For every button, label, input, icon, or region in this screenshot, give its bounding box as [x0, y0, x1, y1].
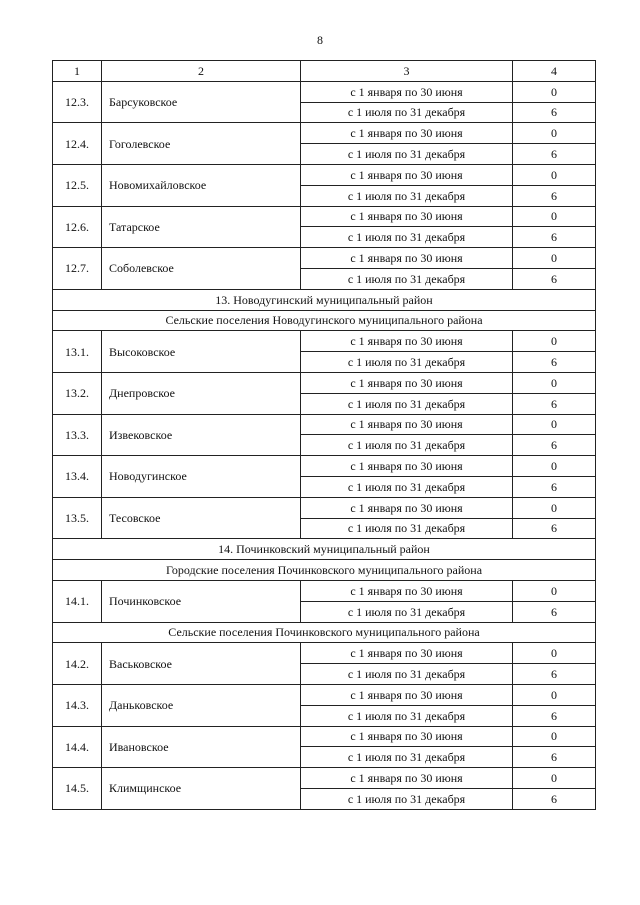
value-cell: 6: [513, 102, 596, 123]
period-cell: с 1 января по 30 июня: [301, 580, 513, 601]
table-row: [53, 726, 596, 747]
table-row: [53, 643, 596, 664]
period-cell: с 1 января по 30 июня: [301, 206, 513, 227]
settlement-number: 12.7.: [53, 248, 102, 290]
period-cell: с 1 января по 30 июня: [301, 643, 513, 664]
period-cell: с 1 июля по 31 декабря: [301, 352, 513, 373]
value-cell: 6: [513, 788, 596, 809]
period-cell: с 1 июля по 31 декабря: [301, 144, 513, 165]
period-cell: с 1 января по 30 июня: [301, 164, 513, 185]
section-title: Сельские поселения Новодугинского муниципального района: [53, 310, 596, 331]
table-body: [53, 61, 596, 810]
tariff-table: [52, 60, 596, 810]
settlement-name: Ивановское: [102, 726, 301, 768]
value-cell: 6: [513, 664, 596, 685]
table-row: [53, 580, 596, 601]
settlement-name: Тесовское: [102, 497, 301, 539]
settlement-name: Новодугинское: [102, 456, 301, 498]
value-cell: 6: [513, 352, 596, 373]
value-cell: 0: [513, 643, 596, 664]
settlement-name: Высоковское: [102, 331, 301, 373]
period-cell: с 1 января по 30 июня: [301, 331, 513, 352]
settlement-number: 12.3.: [53, 81, 102, 123]
settlement-name: Починковское: [102, 580, 301, 622]
settlement-name: Гоголевское: [102, 123, 301, 165]
period-cell: с 1 июля по 31 декабря: [301, 227, 513, 248]
value-cell: 6: [513, 476, 596, 497]
section-title: 13. Новодугинский муниципальный район: [53, 289, 596, 310]
period-cell: с 1 января по 30 июня: [301, 768, 513, 789]
period-cell: с 1 июля по 31 декабря: [301, 747, 513, 768]
value-cell: 6: [513, 185, 596, 206]
section-row: [53, 289, 596, 310]
period-cell: с 1 января по 30 июня: [301, 372, 513, 393]
value-cell: 6: [513, 268, 596, 289]
settlement-number: 13.3.: [53, 414, 102, 456]
section-title: 14. Починковский муниципальный район: [53, 539, 596, 560]
page-number: 8: [317, 33, 323, 47]
value-cell: 0: [513, 331, 596, 352]
period-cell: с 1 июля по 31 декабря: [301, 268, 513, 289]
section-title: Сельские поселения Починковского муниципального района: [53, 622, 596, 643]
value-cell: 6: [513, 227, 596, 248]
table-row: [53, 497, 596, 518]
settlement-number: 12.6.: [53, 206, 102, 248]
settlement-number: 14.5.: [53, 768, 102, 810]
value-cell: 6: [513, 747, 596, 768]
period-cell: с 1 июля по 31 декабря: [301, 102, 513, 123]
period-cell: с 1 июля по 31 декабря: [301, 476, 513, 497]
table-row: [53, 684, 596, 705]
value-cell: 0: [513, 580, 596, 601]
value-cell: 6: [513, 705, 596, 726]
period-cell: с 1 июля по 31 декабря: [301, 435, 513, 456]
period-cell: с 1 июля по 31 декабря: [301, 393, 513, 414]
period-cell: с 1 июля по 31 декабря: [301, 185, 513, 206]
table-row: [53, 456, 596, 477]
header-cell-3: 3: [301, 61, 513, 82]
section-row: [53, 539, 596, 560]
table-row: [53, 414, 596, 435]
header-cell-1: 1: [53, 61, 102, 82]
value-cell: 0: [513, 684, 596, 705]
table-row: [53, 248, 596, 269]
section-title: Городские поселения Починковского муниципального района: [53, 560, 596, 581]
settlement-number: 13.4.: [53, 456, 102, 498]
period-cell: с 1 июля по 31 декабря: [301, 788, 513, 809]
section-row: [53, 622, 596, 643]
settlement-number: 13.1.: [53, 331, 102, 373]
settlement-number: 14.3.: [53, 684, 102, 726]
settlement-name: Даньковское: [102, 684, 301, 726]
value-cell: 6: [513, 518, 596, 539]
table-row: [53, 164, 596, 185]
table-row: [53, 331, 596, 352]
table-row: [53, 206, 596, 227]
value-cell: 0: [513, 81, 596, 102]
settlement-number: 13.2.: [53, 372, 102, 414]
settlement-name: Барсуковское: [102, 81, 301, 123]
section-row: [53, 560, 596, 581]
table-row: [53, 123, 596, 144]
value-cell: 0: [513, 123, 596, 144]
settlement-name: Татарское: [102, 206, 301, 248]
period-cell: с 1 июля по 31 декабря: [301, 601, 513, 622]
value-cell: 6: [513, 601, 596, 622]
period-cell: с 1 января по 30 июня: [301, 414, 513, 435]
settlement-name: Соболевское: [102, 248, 301, 290]
value-cell: 6: [513, 393, 596, 414]
value-cell: 0: [513, 164, 596, 185]
value-cell: 0: [513, 414, 596, 435]
period-cell: с 1 января по 30 июня: [301, 497, 513, 518]
settlement-name: Днепровское: [102, 372, 301, 414]
value-cell: 0: [513, 768, 596, 789]
value-cell: 0: [513, 726, 596, 747]
settlement-name: Извековское: [102, 414, 301, 456]
settlement-number: 14.1.: [53, 580, 102, 622]
period-cell: с 1 января по 30 июня: [301, 684, 513, 705]
period-cell: с 1 января по 30 июня: [301, 456, 513, 477]
period-cell: с 1 января по 30 июня: [301, 81, 513, 102]
period-cell: с 1 января по 30 июня: [301, 248, 513, 269]
table-row: [53, 81, 596, 102]
period-cell: с 1 июля по 31 декабря: [301, 518, 513, 539]
settlement-number: 13.5.: [53, 497, 102, 539]
value-cell: 0: [513, 456, 596, 477]
period-cell: с 1 января по 30 июня: [301, 123, 513, 144]
period-cell: с 1 января по 30 июня: [301, 726, 513, 747]
period-cell: с 1 июля по 31 декабря: [301, 705, 513, 726]
settlement-name: Климщинское: [102, 768, 301, 810]
period-cell: с 1 июля по 31 декабря: [301, 664, 513, 685]
section-row: [53, 310, 596, 331]
value-cell: 0: [513, 497, 596, 518]
settlement-number: 14.2.: [53, 643, 102, 685]
settlement-number: 12.5.: [53, 164, 102, 206]
table-row: [53, 768, 596, 789]
value-cell: 0: [513, 248, 596, 269]
value-cell: 0: [513, 206, 596, 227]
value-cell: 6: [513, 435, 596, 456]
settlement-number: 12.4.: [53, 123, 102, 165]
header-row: [53, 61, 596, 82]
settlement-name: Новомихайловское: [102, 164, 301, 206]
value-cell: 0: [513, 372, 596, 393]
value-cell: 6: [513, 144, 596, 165]
table-row: [53, 372, 596, 393]
settlement-name: Васьковское: [102, 643, 301, 685]
header-cell-4: 4: [513, 61, 596, 82]
settlement-number: 14.4.: [53, 726, 102, 768]
header-cell-2: 2: [102, 61, 301, 82]
